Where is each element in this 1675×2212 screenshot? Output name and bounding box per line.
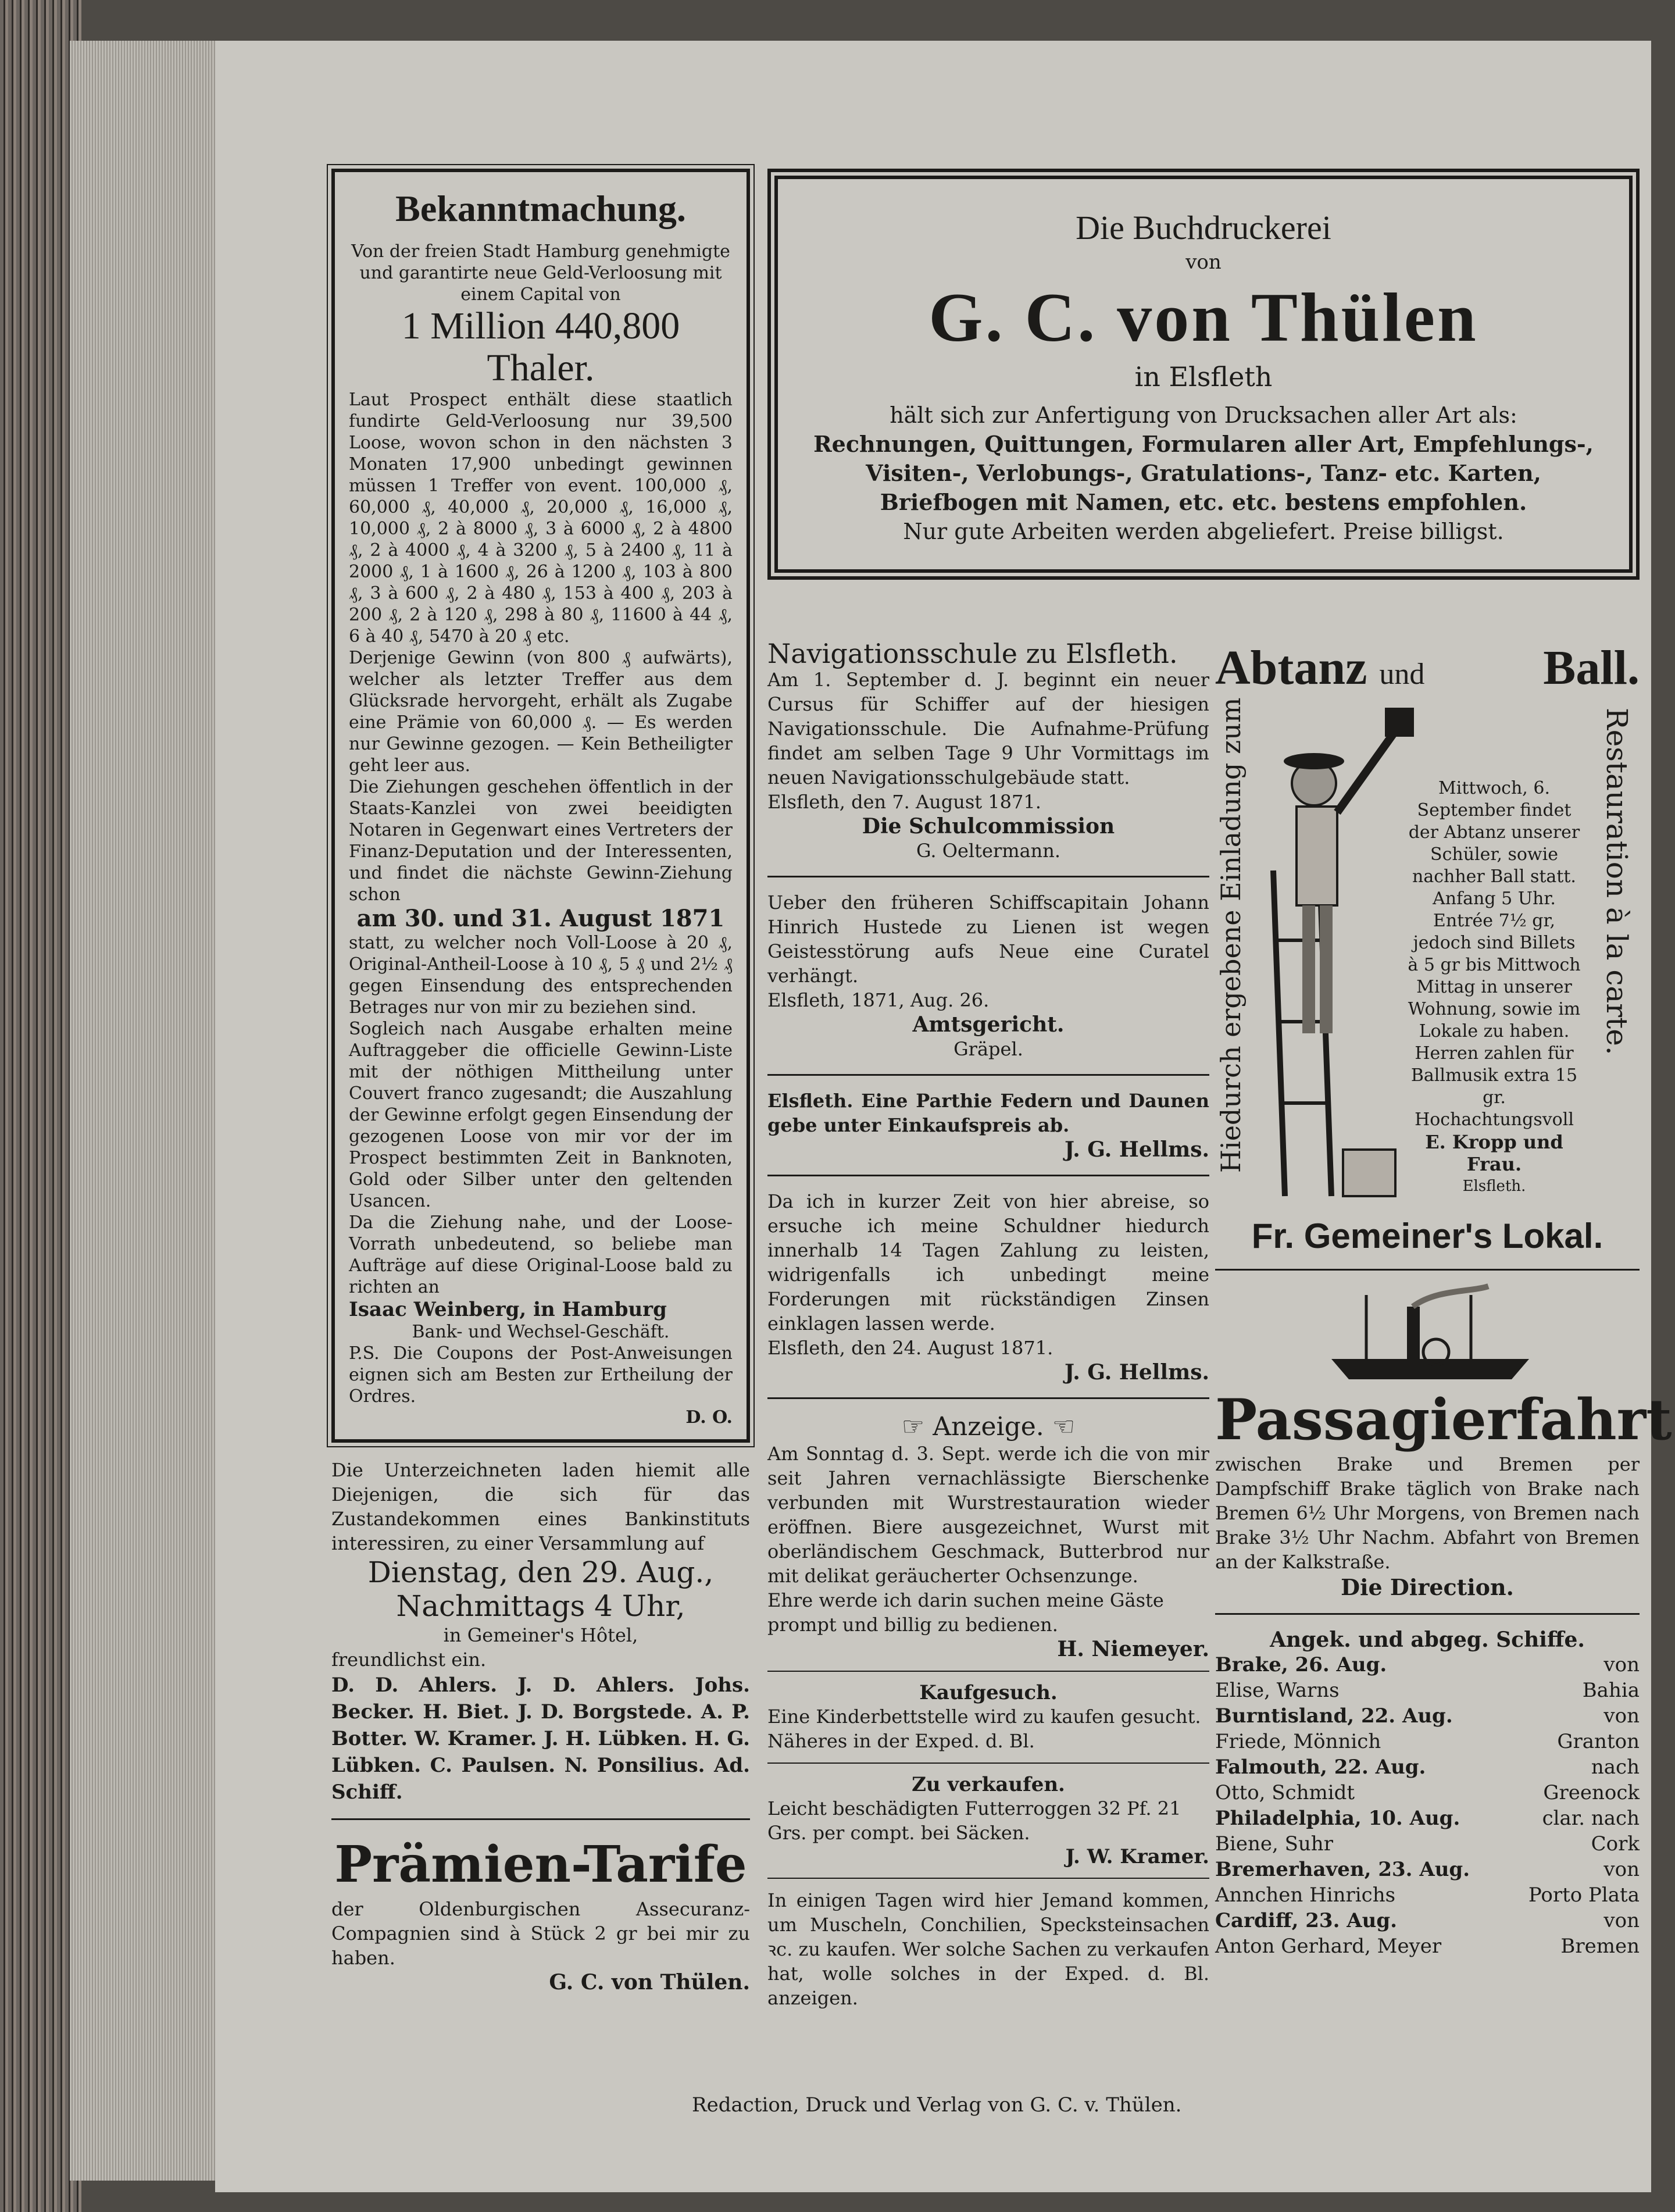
dance-venue: Fr. Gemeiner's Lokal.	[1251, 1216, 1603, 1255]
book-edge	[0, 0, 81, 2212]
notice-capital: 1 Million 440,800 Thaler.	[401, 305, 680, 389]
ship-row-left: Falmouth, 22. Aug.	[1215, 1756, 1426, 1779]
notice-paragraph: Die Ziehungen geschehen öffentlich in der Staats-Kanzlei von zwei beeidigten Notaren in Gegenwart eines Vertreters der Finanz-Deputation und der Interessenten, und findet die nächste Gewinn-Ziehung schon	[349, 777, 733, 905]
court-signature: Amtsgericht.	[912, 1012, 1065, 1037]
ship-row-left: Burntisland, 22. Aug.	[1215, 1704, 1453, 1728]
ship-row-left: Anton Gerhard, Meyer	[1215, 1935, 1442, 1958]
notice-paragraph: Sogleich nach Ausgabe erhalten meine Auftraggeber die officielle Gewinn-Liste mit der nöthigen Mittheilung unter Couvert franco zugesandt; die Auszahlung der Gewinne erfolgt gegen Einsendung der gezogenen Loose von mir vor der im Prospect bestimmten Zeit in Banknoten, Gold oder Silber unter den geltenden Usancen.	[349, 1019, 733, 1211]
ship-row	[1215, 1754, 1640, 1780]
ship-row-left: Cardiff, 23. Aug.	[1215, 1909, 1397, 1932]
feathers-body: Elsfleth. Eine Parthie Federn und Daunen gebe unter Einkaufspreis ab.	[767, 1090, 1209, 1136]
divider	[1215, 1269, 1640, 1271]
divider	[767, 1878, 1209, 1879]
left-column	[331, 169, 750, 1995]
sale-signature: J. W. Kramer.	[1065, 1845, 1209, 1868]
divider	[331, 1818, 750, 1820]
praemie-ad	[331, 1833, 750, 1995]
ship-row	[1215, 1703, 1640, 1729]
page-footer: Redaction, Druck und Verlag von G. C. v. Thülen.	[692, 2093, 1182, 2117]
court-body: Ueber den früheren Schiffscapitain Johann Hinrich Hustede zu Lienen ist wegen Geistesstörung aufs Neue eine Curatel verhängt.	[767, 891, 1209, 987]
ship-row-left: Friede, Mönnich	[1215, 1730, 1381, 1753]
ship-row-right: Bahia	[1582, 1679, 1640, 1702]
notice-sender: Isaac Weinberg, in Hamburg	[349, 1298, 667, 1321]
ships-title: Angek. und abgeg. Schiffe.	[1270, 1628, 1585, 1652]
notice-draw-date: am 30. und 31. August 1871	[356, 905, 725, 932]
sale-title: Zu verkaufen.	[912, 1773, 1065, 1796]
dance-vertical-right-text: Restauration à la carte.	[1600, 708, 1634, 1055]
court-signature-name: Gräpel.	[953, 1038, 1023, 1060]
divider	[767, 876, 1209, 877]
ship-row	[1215, 1882, 1640, 1908]
nav-signature: Die Schulcommission	[862, 814, 1115, 839]
ship-row-left: Bremerhaven, 23. Aug.	[1215, 1858, 1470, 1881]
bank-place: in Gemeiner's Hôtel,	[443, 1624, 638, 1646]
ship-row	[1215, 1806, 1640, 1831]
ship-row	[1215, 1831, 1640, 1857]
divider	[767, 1671, 1209, 1672]
printer-location: in Elsfleth	[1134, 361, 1273, 393]
steamship-icon	[1215, 1283, 1640, 1388]
newspaper-page	[215, 41, 1672, 2192]
ship-row-right: von	[1603, 1704, 1640, 1728]
feathers-signature: J. G. Hellms.	[1065, 1137, 1209, 1162]
ships-list	[1215, 1652, 1640, 1959]
divider	[767, 1175, 1209, 1176]
ship-row	[1215, 1933, 1640, 1959]
anzeige-body: Am Sonntag d. 3. Sept. werde ich die von mir seit Jahren vernachlässigte Bierschenke verbunden mit Wurstrestauration wieder eröffnen. Biere ausgezeichnet, Wurst mit oberländischem Geschmack, Butterbrod nur mit delikat geräucherter Ochsenzunge.	[767, 1443, 1209, 1587]
shells-body: In einigen Tagen wird hier Jemand kommen, um Muscheln, Conchilien, Specksteinsachen ꝛc. zu kaufen. Wer solche Sachen zu verkaufen hat, wolle solches in der Exped. d. Bl. anzeigen.	[767, 1889, 1209, 2009]
printer-ad	[767, 169, 1640, 580]
ship-row	[1215, 1678, 1640, 1703]
notice-sender-firm: Bank- und Wechsel-Geschäft.	[412, 1322, 670, 1342]
dance-vertical-right	[1599, 708, 1640, 1185]
dance-vertical-left	[1215, 697, 1250, 1185]
notice-postscript: P.S. Die Coupons der Post-Anweisungen eignen sich am Besten zur Ertheilung der Ordres.	[349, 1343, 733, 1407]
sale-body: Leicht beschädigten Futterroggen 32 Pf. 21 Grs. per compt. bei Säcken.	[767, 1797, 1181, 1844]
printer-ad-frame	[767, 169, 1640, 580]
ship-row-right: nach	[1591, 1756, 1640, 1779]
praemie-body: der Oldenburgischen Assecuranz-Compagnien sind à Stück 2 gr bei mir zu haben.	[331, 1898, 750, 1969]
printer-von: von	[1185, 251, 1222, 274]
notice-paragraph: Laut Prospect enthält diese staatlich fundirte Geld-Verloosung nur 39,500 Loose, wovon schon in den nächsten 3 Monaten 17,900 unbedingt gewinnen müssen 1 Treffer von event. 100,000 ₰, 60,000 ₰, 40,000 ₰, 20,000 ₰, 16,000 ₰, 10,000 ₰, 2 à 8000 ₰, 3 à 6000 ₰, 2 à 4800 ₰, 2 à 4000 ₰, 4 à 3200 ₰, 5 à 2400 ₰, 11 à 2000 ₰, 1 à 1600 ₰, 26 à 1200 ₰, 103 à 800 ₰, 3 à 600 ₰, 2 à 480 ₰, 153 à 400 ₰, 203 à 200 ₰, 2 à 120 ₰, 298 à 80 ₰, 11600 à 44 ₰, 6 à 40 ₰, 5470 à 20 ₰ etc.	[349, 390, 733, 647]
ship-row	[1215, 1780, 1640, 1806]
lottery-notice	[331, 169, 750, 1443]
printer-closing: Nur gute Arbeiten werden abgeliefert. Preise billigst.	[903, 519, 1504, 544]
ship-row-right: Greenock	[1543, 1781, 1640, 1804]
ship-row-left: Biene, Suhr	[1215, 1832, 1333, 1856]
middle-column	[767, 640, 1209, 2010]
ship-row-left: Philadelphia, 10. Aug.	[1215, 1807, 1460, 1830]
bank-signatories: D. D. Ahlers. J. D. Ahlers. Johs. Becker. H. Biet. J. D. Borgstede. A. P. Botter. W. Kramer. J. H. Lübken. H. G. Lübken. C. Paulsen. N. Ponsilius. Ad. Schiff.	[331, 1674, 750, 1804]
notice-title: Bekanntmachung.	[395, 188, 686, 229]
right-column	[1215, 640, 1672, 1959]
departure-date: Elsfleth, den 24. August 1871.	[767, 1337, 1053, 1359]
praemie-signature: G. C. von Thülen.	[549, 1970, 750, 1995]
notice-intro: Von der freien Stadt Hamburg genehmigte und garantirte neue Geld-Verloosung mit einem Capital von	[351, 241, 730, 305]
divider	[767, 1763, 1209, 1764]
ship-row-right: clar. nach	[1542, 1807, 1640, 1830]
ship-row-left: Annchen Hinrichs	[1215, 1883, 1396, 1907]
printer-title: Die Buchdruckerei	[1076, 209, 1331, 247]
anzeige-body-2: Ehre werde ich darin suchen meine Gäste prompt und billig zu bedienen.	[767, 1589, 1164, 1636]
ship-row-right: von	[1603, 1909, 1640, 1932]
anzeige-signature: H. Niemeyer.	[1057, 1637, 1209, 1661]
kauf-title: Kaufgesuch.	[919, 1681, 1058, 1704]
ship-row-left: Elise, Warns	[1215, 1679, 1340, 1702]
printer-products: Rechnungen, Quittungen, Formularen aller Art, Empfehlungs-, Visiten-, Verlobungs-, Gratulations-, Tanz- etc. Karten, Briefbogen mit Namen, etc. etc. bestens empfohlen.	[813, 431, 1594, 515]
nav-signature-name: G. Oeltermann.	[916, 840, 1061, 862]
ship-row-right: Granton	[1557, 1730, 1640, 1753]
notice-paragraph: statt, zu welcher noch Voll-Loose à 20 ₰, Original-Antheil-Loose à 10 ₰, 5 ₰ und 2½ ₰ gegen Einsendung des entsprechenden Betrages nur von mir zu beziehen sind.	[349, 933, 733, 1018]
dance-title	[1215, 640, 1640, 696]
dance-details-text: Mittwoch, 6. September findet der Abtanz unserer Schüler, sowie nachher Ball statt. Anfang 5 Uhr. Entrée 7½ gr, jedoch sind Billets à 5 gr bis Mittwoch Mittag in unserer Wohnung, sowie im Lokale zu haben. Herren zahlen für Ballmusik extra 15 gr. Hochachtungsvoll	[1408, 778, 1581, 1130]
ship-row-right: Bremen	[1560, 1935, 1640, 1958]
ship-row-right: von	[1603, 1653, 1640, 1676]
passenger-body: zwischen Brake und Bremen per Dampfschiff Brake täglich von Brake nach Bremen 6½ Uhr Morgens, von Bremen nach Brake 3½ Uhr Nachm. Abfahrt von Bremen an der Kalkstraße.	[1215, 1453, 1640, 1573]
dance-title-und: und	[1379, 658, 1425, 691]
ship-row-right: Cork	[1591, 1832, 1640, 1856]
ship-row	[1215, 1857, 1640, 1882]
nav-date: Elsfleth, den 7. August 1871.	[767, 791, 1041, 813]
dance-title-word: Abtanz	[1215, 641, 1367, 695]
bank-date: Dienstag, den 29. Aug., Nachmittags 4 Uhr,	[367, 1555, 714, 1623]
notice-paragraph: Da die Ziehung nahe, und der Loose-Vorrath unbedeutend, so beliebe man Aufträge auf diese Original-Loose bald zu richten an	[349, 1212, 733, 1297]
ship-row	[1215, 1729, 1640, 1754]
dance-title-ball: Ball.	[1543, 641, 1640, 695]
passenger-signature: Die Direction.	[1341, 1574, 1514, 1600]
notice-do: D. O.	[685, 1407, 733, 1428]
printer-name: G. C. von Thülen	[928, 279, 1478, 356]
ship-row	[1215, 1652, 1640, 1678]
divider	[1215, 1613, 1640, 1615]
dance-details	[1407, 777, 1581, 1197]
ship-row-right: Porto Plata	[1528, 1883, 1640, 1907]
ship-illustration	[1215, 1283, 1640, 1388]
anzeige-title: ☞ Anzeige. ☜	[901, 1412, 1076, 1442]
ship-row-left: Brake, 26. Aug.	[1215, 1653, 1387, 1676]
bank-notice	[331, 1458, 750, 1806]
praemie-title: Prämien-Tarife	[334, 1835, 747, 1894]
dance-vertical-left-text: Hiedurch ergebene Einladung zum	[1215, 697, 1247, 1173]
printer-body: hält sich zur Anfertigung von Drucksachen aller Art als:	[890, 402, 1517, 428]
anzeige-title-text: Anzeige.	[933, 1412, 1044, 1442]
nav-title: Navigationsschule zu Elsfleth.	[767, 638, 1178, 669]
divider	[767, 1397, 1209, 1399]
bank-greeting: freundlichst ein.	[331, 1649, 487, 1671]
ship-row-left: Otto, Schmidt	[1215, 1781, 1355, 1804]
departure-body: Da ich in kurzer Zeit von hier abreise, so ersuche ich meine Schuldner hiedurch innerhalb 14 Tagen Zahlung zu leisten, widrigenfalls ich unbedingt meine Forderungen mit rückständigen Zinsen einklagen lassen werde.	[767, 1190, 1209, 1335]
divider	[767, 1074, 1209, 1076]
ship-row	[1215, 1908, 1640, 1933]
dance-place: Elsfleth.	[1462, 1178, 1526, 1195]
departure-signature: J. G. Hellms.	[1065, 1360, 1209, 1385]
bank-paragraph: Die Unterzeichneten laden hiemit alle Diejenigen, die sich für das Zustandekommen eines Bankinstituts interessiren, zu einer Versammlung auf	[331, 1459, 750, 1554]
court-date: Elsfleth, 1871, Aug. 26.	[767, 989, 990, 1011]
page-stack-edge	[70, 41, 221, 2181]
notice-paragraph: Derjenige Gewinn (von 800 ₰ aufwärts), welcher als letzter Treffer aus dem Glücksrade hervorgeht, erhält als Zugabe eine Prämie von 60,000 ₰. — Es werden nur Gewinne gezogen. — Kein Betheiligter geht leer aus.	[349, 648, 733, 776]
passenger-title: Passagierfahrt	[1215, 1387, 1672, 1453]
kauf-body: Eine Kinderbettstelle wird zu kaufen gesucht. Näheres in der Exped. d. Bl.	[767, 1706, 1201, 1752]
dance-illustration	[1215, 696, 1640, 1208]
ship-row-right: von	[1603, 1858, 1640, 1881]
dance-signature: E. Kropp und Frau.	[1425, 1131, 1563, 1175]
nav-body: Am 1. September d. J. beginnt ein neuer Cursus für Schiffer auf der hiesigen Navigationsschule. Die Aufnahme-Prüfung findet am selben Tage 9 Uhr Vormittags im neuen Navigationsschulgebäude statt.	[767, 669, 1209, 789]
